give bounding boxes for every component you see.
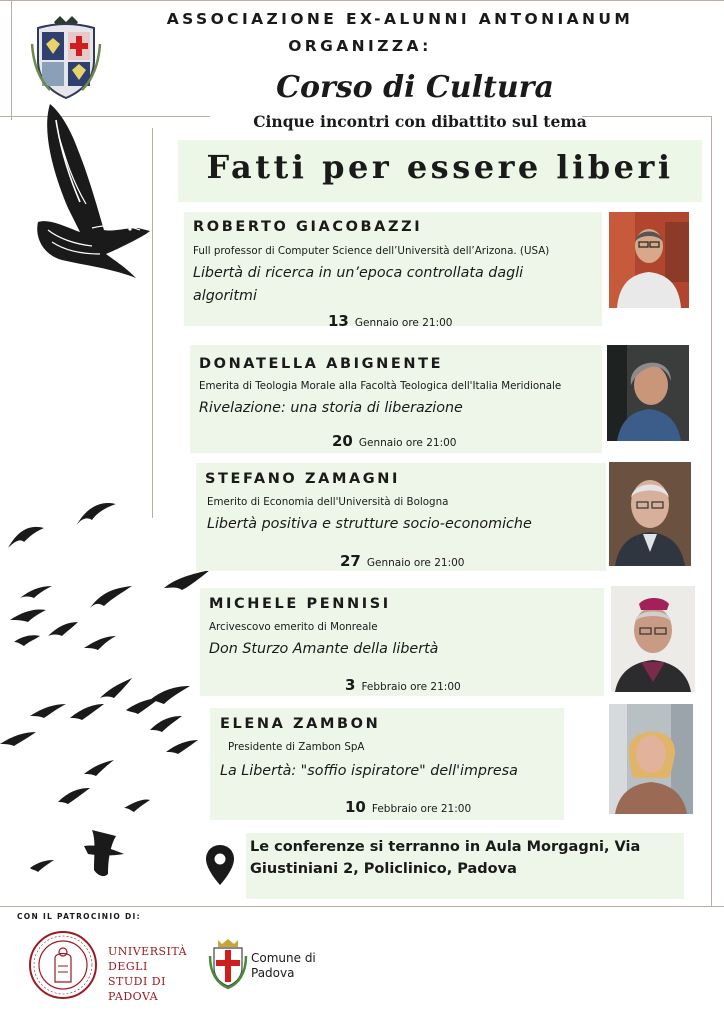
speaker-photo <box>607 345 689 441</box>
talk-date-text: Gennaio ore 21:00 <box>366 557 465 569</box>
talk-title: Libertà di ricerca in un’epoca controllata dagli algoritmi <box>193 265 524 304</box>
talk-title: Libertà positiva e strutture socio-economiche <box>207 516 532 532</box>
talk-date <box>345 676 461 694</box>
bird-flock-illustration <box>0 490 220 890</box>
frame-line-left <box>11 0 12 120</box>
talk-title: Rivelazione: una storia di liberazione <box>199 400 463 416</box>
frame-line-footer <box>0 906 724 907</box>
frame-line-right <box>711 116 712 906</box>
association-title: ASSOCIAZIONE EX-ALUNNI ANTONIANUM <box>166 10 634 28</box>
university-name: UNIVERSITÀ DEGLI STUDI DI PADOVA <box>108 945 188 1003</box>
speaker-photo <box>609 462 691 566</box>
venue-text: Le conferenze si terranno in Aula Morgagni, Via Giustiniani 2, Policlinico, Padova <box>250 839 641 877</box>
speaker-role: Arcivescovo emerito di Monreale <box>209 621 378 633</box>
frame-line-top <box>0 0 724 1</box>
talk-date <box>345 798 471 816</box>
talk-date-text: Febbraio ore 21:00 <box>361 681 461 693</box>
speaker-name: DONATELLA ABIGNENTE <box>199 356 444 372</box>
talk-day: 3 <box>345 676 356 694</box>
speaker-role: Emerito di Economia dell'Università di Bologna <box>207 496 449 508</box>
coat-of-arms-logo <box>30 14 102 100</box>
course-subtitle: Cinque incontri con dibattito sul tema <box>253 112 587 131</box>
location-pin-icon <box>205 844 235 886</box>
speaker-name: ELENA ZAMBON <box>220 716 381 732</box>
talk-date-text: Febbraio ore 21:00 <box>371 803 472 815</box>
talk-date <box>340 552 464 570</box>
speaker-photo <box>609 704 693 814</box>
theme-title: Fatti per essere liberi <box>206 148 674 186</box>
speaker-role: Full professor di Computer Science dell’Università dell’Arizona. (USA) <box>193 245 550 257</box>
speaker-photo <box>609 212 689 308</box>
talk-title: Don Sturzo Amante della libertà <box>209 641 439 657</box>
speaker-role: Presidente di Zambon SpA <box>228 741 365 753</box>
talk-day: 13 <box>328 312 349 330</box>
speaker-role: Emerita di Teologia Morale alla Facoltà Teologica dell'Italia Meridionale <box>199 380 562 392</box>
talk-day: 10 <box>345 798 366 816</box>
talk-day: 20 <box>332 432 353 450</box>
comune-padova-logo <box>208 938 248 990</box>
talk-date <box>332 432 456 450</box>
patronage-label: CON IL PATROCINIO DI: <box>17 912 141 921</box>
talk-date <box>328 312 452 330</box>
speaker-name: STEFANO ZAMAGNI <box>205 471 401 487</box>
speaker-name: ROBERTO GIACOBAZZI <box>193 219 423 235</box>
speaker-photo <box>611 586 695 692</box>
talk-date-text: Gennaio ore 21:00 <box>354 317 453 329</box>
organizza-label: ORGANIZZA: <box>288 37 432 55</box>
speaker-name: MICHELE PENNISI <box>209 596 391 612</box>
comune-name: Comune di Padova <box>251 951 316 980</box>
talk-date-text: Gennaio ore 21:00 <box>358 437 457 449</box>
course-title: Corso di Cultura <box>276 70 554 105</box>
talk-day: 27 <box>340 552 361 570</box>
seagull-illustration <box>28 100 154 280</box>
talk-title: La Libertà: "soffio ispiratore" dell'impresa <box>220 763 518 779</box>
university-seal-logo <box>28 930 98 1000</box>
